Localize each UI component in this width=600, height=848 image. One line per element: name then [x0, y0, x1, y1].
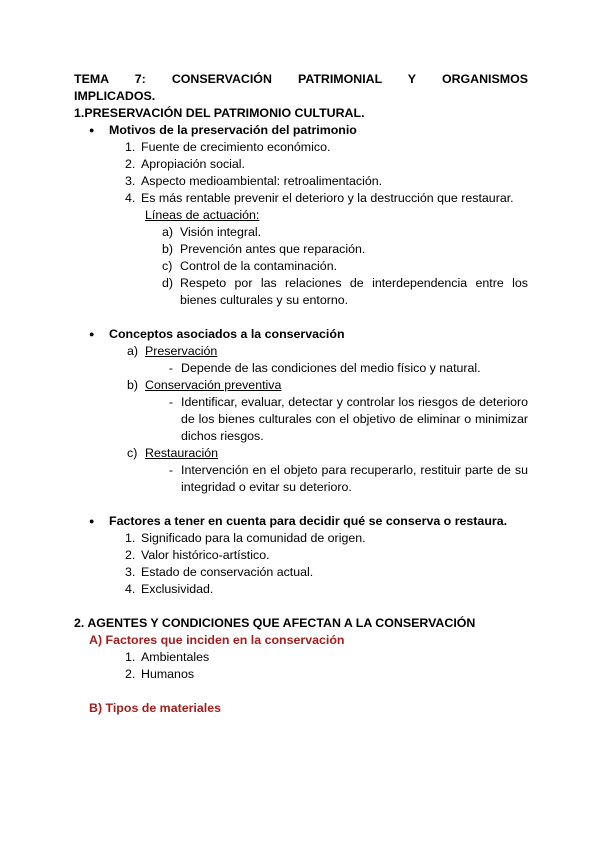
dash: -: [168, 395, 174, 409]
concept-label: Conservación preventiva: [145, 378, 282, 392]
list-text: Apropiación social.: [141, 157, 246, 171]
list-item: [74, 258, 528, 275]
list-item: [74, 530, 528, 547]
list-number: 2.: [125, 548, 136, 562]
list-item: [74, 564, 528, 581]
list-item: [74, 190, 528, 207]
list-text: Ambientales: [141, 650, 210, 664]
list-item: [74, 241, 528, 258]
list-item: [74, 173, 528, 190]
list-text: Significado para la comunidad de origen.: [141, 531, 366, 545]
bullet-motivos: [74, 122, 528, 139]
list-number: 4.: [125, 191, 136, 205]
list-number: 2.: [125, 157, 136, 171]
section2a-heading: A) Factores que inciden en la conservación: [89, 633, 345, 647]
list-text: Fuente de crecimiento económico.: [141, 140, 331, 154]
list-letter: a): [127, 344, 139, 358]
list-item: [74, 547, 528, 564]
page-title-cont: IMPLICADOS.: [74, 89, 156, 103]
list-text: Humanos: [141, 667, 195, 681]
list-text: Control de la contaminación.: [180, 259, 338, 273]
bullet-icon: ●: [89, 329, 95, 339]
list-text: Exclusividad.: [141, 582, 214, 596]
concept-desc: [74, 360, 528, 377]
list-item: [74, 224, 528, 241]
list-text: Visión integral.: [180, 225, 262, 239]
concept-desc: [74, 462, 528, 496]
bullet-factores: [74, 513, 528, 530]
bullet-conceptos: [74, 326, 528, 343]
list-item: [74, 275, 528, 309]
section2b-heading: B) Tipos de materiales: [89, 701, 221, 715]
list-text: Prevención antes que reparación.: [180, 242, 366, 256]
list-letter: c): [162, 259, 173, 273]
concept-item: [74, 377, 528, 394]
list-number: 2.: [125, 667, 136, 681]
list-text: Valor histórico-artístico.: [141, 548, 270, 562]
list-letter: c): [127, 446, 138, 460]
list-text: Es más rentable prevenir el deterioro y la destrucción que restaurar.: [141, 191, 514, 205]
list-number: 1.: [125, 531, 136, 545]
list-number: 1.: [125, 140, 136, 154]
list-item: [74, 139, 528, 156]
list-number: 3.: [125, 565, 136, 579]
document-page: [74, 71, 528, 717]
list-number: 4.: [125, 582, 136, 596]
list-item: [74, 581, 528, 598]
list-letter: d): [162, 276, 174, 290]
list-letter: b): [127, 378, 139, 392]
list-number: 3.: [125, 174, 136, 188]
list-letter: b): [162, 242, 174, 256]
list-item: [74, 156, 528, 173]
bullet-icon: ●: [89, 516, 95, 526]
factores-heading: Factores a tener en cuenta para decidir qué se conserva o restaura.: [109, 514, 508, 528]
section1-heading: 1.PRESERVACIÓN DEL PATRIMONIO CULTURAL.: [74, 106, 365, 120]
list-item: [74, 649, 528, 666]
concept-text: Intervención en el objeto para recuperarlo, restituir parte de su integridad o evitar su deterioro.: [181, 463, 528, 494]
list-text: Aspecto medioambiental: retroalimentación.: [141, 174, 383, 188]
concept-item: [74, 343, 528, 360]
concept-label: Preservación: [145, 344, 218, 358]
page-title: TEMA 7: CONSERVACIÓN PATRIMONIAL Y ORGANISMOS: [74, 72, 528, 86]
concept-text: Depende de las condiciones del medio físico y natural.: [181, 361, 481, 375]
list-letter: a): [162, 225, 174, 239]
lineas-label: Líneas de actuación:: [145, 208, 260, 222]
section2-heading: 2. AGENTES Y CONDICIONES QUE AFECTAN A LA CONSERVACIÓN: [74, 616, 476, 630]
motivos-heading: Motivos de la preservación del patrimonio: [109, 123, 357, 137]
dash: -: [168, 463, 174, 477]
dash: -: [168, 361, 174, 375]
concept-item: [74, 445, 528, 462]
list-text: Respeto por las relaciones de interdependencia entre los bienes culturales y su entorno.: [180, 276, 528, 307]
list-number: 1.: [125, 650, 136, 664]
list-text: Estado de conservación actual.: [141, 565, 314, 579]
concept-text: Identificar, evaluar, detectar y controlar los riesgos de deterioro de los bienes culturales con el objetivo de eliminar o minimizar dichos riesgos.: [181, 395, 528, 443]
conceptos-heading: Conceptos asociados a la conservación: [109, 327, 345, 341]
list-item: [74, 666, 528, 683]
bullet-icon: ●: [89, 125, 95, 135]
concept-desc: [74, 394, 528, 445]
concept-label: Restauración: [145, 446, 219, 460]
